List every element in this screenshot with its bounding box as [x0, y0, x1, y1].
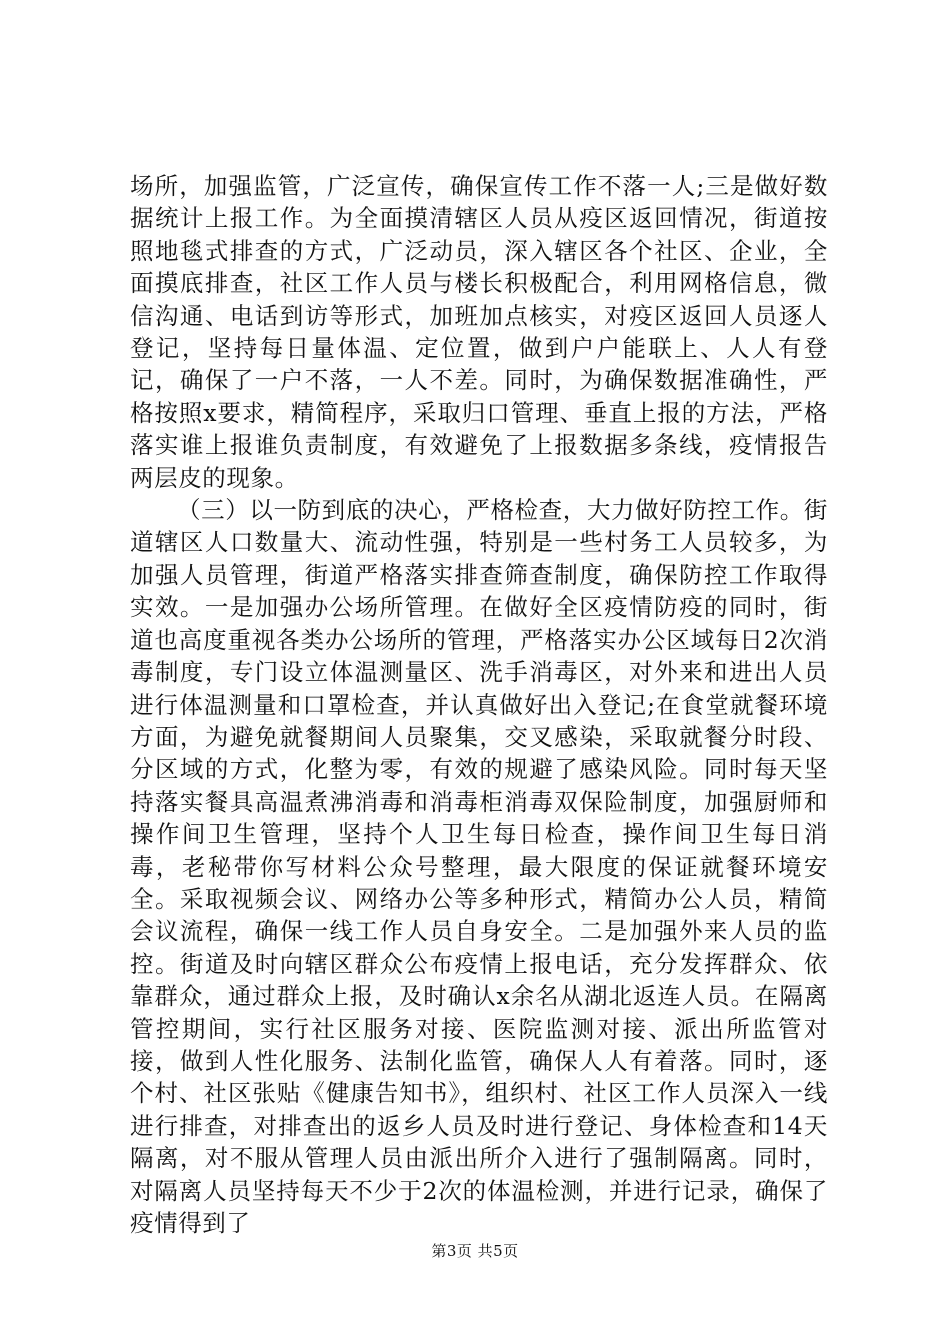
paragraph-continued: 场所，加强监管，广泛宣传，确保宣传工作不落一人;三是做好数据统计上报工作。为全面摸清辖区人员从疫区返回情况，街道按照地毯式排查的方式，广泛动员，深入辖区各个社区、企业，全面摸底排查，社区工作人员与楼长积极配合，利用网格信息，微信沟通、电话到访等形式，加班加点核实，对疫区返回人员逐人登记，坚持每日量体温、定位置，做到户户能联上、人人有登记，确保了一户不落，一人不差。同时，为确保数据准确性，严格按照x要求，精简程序，采取归口管理、垂直上报的方法，严格落实谁上报谁负责制度，有效避免了上报数据多条线，疫情报告两层皮的现象。 — [130, 172, 828, 492]
paragraph-section-three: （三）以一防到底的决心，严格检查，大力做好防控工作。街道辖区人口数量大、流动性强，特别是一些村务工人员较多，为加强人员管理，街道严格落实排查筛查制度，确保防控工作取得实效。一是加强办公场所管理。在做好全区疫情防疫的同时，街道也高度重视各类办公场所的管理，严格落实办公区域每日2次消毒制度，专门设立体温测量区、洗手消毒区，对外来和进出人员进行体温测量和口罩检查，并认真做好出入登记;在食堂就餐环境方面，为避免就餐期间人员聚集，交叉感染，采取就餐分时段、分区域的方式，化整为零，有效的规避了感染风险。同时每天坚持落实餐具高温煮沸消毒和消毒柜消毒双保险制度，加强厨师和操作间卫生管理，坚持个人卫生每日检查，操作间卫生每日消毒，老秘带你写材料公众号整理，最大限度的保证就餐环境安全。采取视频会议、网络办公等多种形式，精简办公人员，精简会议流程，确保一线工作人员自身安全。二是加强外来人员的监控。街道及时向辖区群众公布疫情上报电话，充分发挥群众、依靠群众，通过群众上报，及时确认x余名从湖北返连人员。在隔离管控期间，实行社区服务对接、医院监测对接、派出所监管对接，做到人性化服务、法制化监管，确保人人有着落。同时，逐个村、社区张贴《健康告知书》，组织村、社区工作人员深入一线进行排查，对排查出的返乡人员及时进行登记、身体检查和14天隔离，对不服从管理人员由派出所介入进行了强制隔离。同时，对隔离人员坚持每天不少于2次的体温检测，并进行记录，确保了疫情得到了 — [130, 496, 828, 1237]
page-footer: 第3页 共5页 — [431, 1242, 519, 1260]
document-body — [130, 170, 828, 1239]
